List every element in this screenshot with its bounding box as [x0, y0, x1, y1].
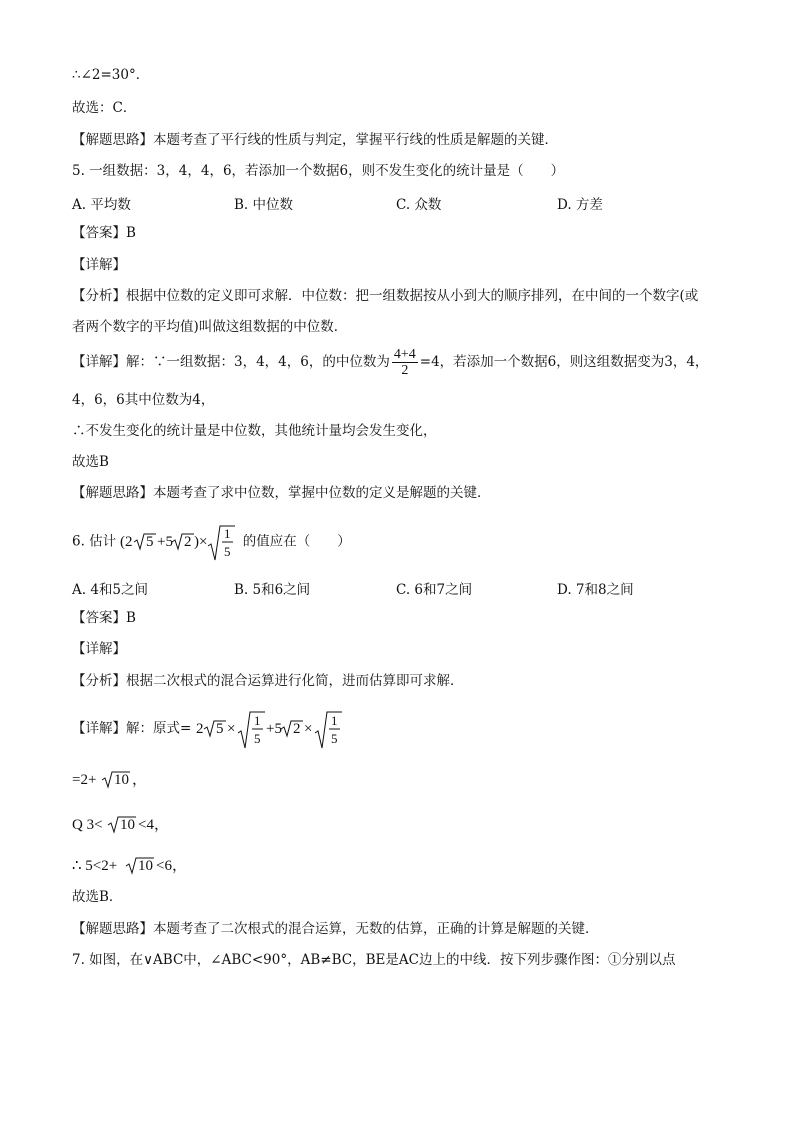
q5-choose: 故选B	[72, 454, 109, 470]
q5-stem: 5. 一组数据：3，4，4，6，若添加一个数据6，则不发生变化的统计量是（ ）	[72, 163, 565, 179]
svg-text:Q 3<: Q 3<	[72, 817, 103, 833]
q6-step2	[72, 813, 182, 835]
q5-solution-text-b: =4，若添加一个数据6，则这组数据变为3，4，	[419, 354, 709, 370]
svg-text:10: 10	[120, 817, 135, 833]
svg-text:5: 5	[215, 721, 224, 737]
svg-text:10: 10	[114, 772, 129, 788]
q5-option-c: C. 众数	[396, 197, 442, 213]
svg-text:<6，: <6，	[156, 858, 187, 874]
q6-option-b: B. 5和6之间	[234, 582, 311, 598]
q6-stem	[72, 522, 351, 562]
q5-option-d: D. 方差	[557, 197, 603, 213]
q6-solution-line1	[72, 708, 382, 750]
svg-text:2: 2	[292, 721, 301, 737]
q6-answer: 【答案】B	[72, 610, 136, 626]
conclusion-angle: ∴∠2=30°．	[72, 67, 150, 83]
choose-c: 故选：C．	[72, 100, 137, 116]
q6-stem-text-a: 6. 估计	[72, 533, 117, 550]
q6-solution-text-a: 【详解】解：原式=	[72, 720, 192, 737]
svg-text:)×: )×	[194, 534, 208, 550]
svg-text:10: 10	[138, 858, 153, 874]
q6-detail-heading: 【详解】	[72, 641, 126, 657]
q6-solution-expression	[196, 708, 382, 750]
q5-median-fraction	[392, 347, 418, 378]
q5-option-a: A. 平均数	[72, 197, 131, 213]
q6-option-d: D. 7和8之间	[557, 582, 634, 598]
q7-stem: 7. 如图，在∨ABC中，∠ABC<90°，AB≠BC，BE是AC边上的中线．按下列步骤作图：①分别以点	[72, 952, 676, 968]
q6-step3-expression	[72, 854, 202, 876]
q6-step3	[72, 854, 202, 876]
svg-text:2: 2	[184, 534, 192, 550]
solution-idea-q4: 【解题思路】本题考查了平行线的性质与判定，掌握平行线的性质是解题的关键．	[72, 132, 558, 148]
svg-text:∴ 5<2+: ∴ 5<2+	[72, 858, 118, 874]
svg-text:2: 2	[195, 721, 204, 737]
q6-step1	[72, 768, 162, 790]
svg-text:1: 1	[253, 713, 261, 728]
svg-text:5: 5	[253, 731, 261, 746]
svg-text:×: ×	[303, 721, 313, 737]
svg-text:1: 1	[330, 713, 338, 728]
q5-solution-line3: ∴不发生变化的统计量是中位数，其他统计量均会发生变化，	[72, 423, 437, 439]
q6-solution-idea: 【解题思路】本题考查了二次根式的混合运算，无数的估算，正确的计算是解题的关键．	[72, 921, 599, 937]
q5-solution-idea: 【解题思路】本题考查了求中位数，掌握中位数的定义是解题的关键．	[72, 485, 491, 501]
q6-stem-text-b: 的值应在（ ）	[242, 533, 351, 550]
q5-solution-line1	[72, 345, 708, 379]
svg-text:×: ×	[226, 721, 236, 737]
q6-option-c: C. 6和7之间	[396, 582, 473, 598]
q5-solution-line2: 4，6，6其中位数为4，	[72, 392, 215, 408]
q6-step2-expression	[72, 813, 182, 835]
q6-expression	[120, 522, 238, 562]
q6-step1-expression	[72, 768, 162, 790]
svg-text:+5: +5	[157, 534, 174, 550]
svg-text:1: 1	[224, 526, 231, 541]
svg-text:(2: (2	[120, 534, 133, 550]
svg-text:5: 5	[146, 534, 154, 550]
fraction-denominator: 2	[401, 363, 409, 378]
svg-text:=2+: =2+	[72, 772, 97, 788]
q6-option-a: A. 4和5之间	[72, 582, 149, 598]
q5-analysis-line2: 者两个数字的平均值)叫做这组数据的中位数．	[72, 319, 348, 335]
svg-text:+5: +5	[265, 721, 282, 737]
q5-option-b: B. 中位数	[234, 197, 294, 213]
q5-answer: 【答案】B	[72, 225, 136, 241]
svg-text:，: ，	[132, 772, 148, 788]
q6-choose: 故选B．	[72, 889, 123, 905]
fraction-numerator: 4+4	[393, 347, 416, 362]
q5-detail-heading: 【详解】	[72, 257, 126, 273]
svg-text:<4，: <4，	[138, 817, 169, 833]
q5-analysis-line1: 【分析】根据中位数的定义即可求解．中位数：把一组数据按从小到大的顺序排列，在中间的一个数字(或	[72, 288, 699, 304]
svg-text:5: 5	[224, 544, 231, 559]
q6-analysis: 【分析】根据二次根式的混合运算进行化简，进而估算即可求解．	[72, 673, 464, 689]
q5-solution-text-a: 【详解】解：∵一组数据：3，4，4，6，的中位数为	[72, 354, 390, 370]
svg-text:5: 5	[330, 731, 338, 746]
